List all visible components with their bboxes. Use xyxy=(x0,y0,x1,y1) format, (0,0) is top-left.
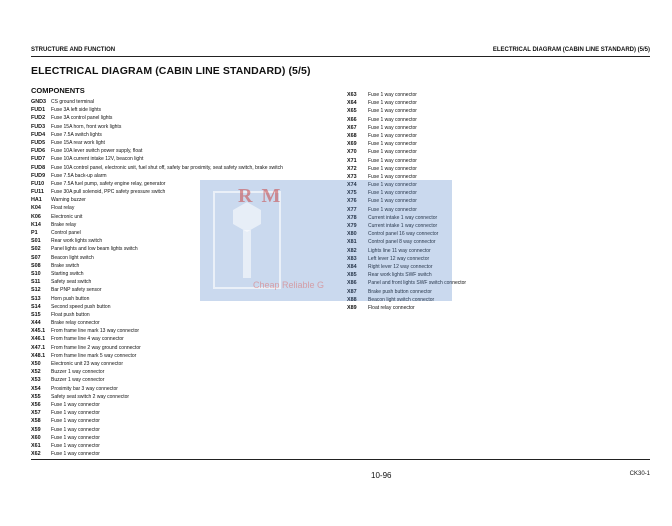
page-number: 10-96 xyxy=(371,471,392,480)
component-description: Warning buzzer xyxy=(51,197,86,204)
component-code: X78 xyxy=(347,214,357,221)
component-description: Float push button xyxy=(51,311,90,318)
component-code: FUD9 xyxy=(31,172,46,179)
component-row xyxy=(31,327,283,335)
component-description: Horn push button xyxy=(51,295,90,302)
component-description: Fuse 1 way connector xyxy=(368,108,417,115)
component-code: GND3 xyxy=(31,99,46,105)
component-code: HA1 xyxy=(31,197,42,204)
component-description: From frame line mark 13 way connector xyxy=(51,328,140,335)
component-row xyxy=(347,107,466,115)
component-description: From frame line 4 way connector xyxy=(51,336,124,343)
component-row xyxy=(31,442,283,450)
component-code: X48.1 xyxy=(31,352,46,359)
component-row xyxy=(31,98,283,106)
component-row xyxy=(31,344,283,352)
component-row xyxy=(31,426,283,434)
component-code: FU11 xyxy=(31,189,44,196)
component-code: X70 xyxy=(347,149,357,156)
component-code: X67 xyxy=(347,124,357,131)
component-code: X65 xyxy=(347,108,357,115)
component-description: Fuse 1 way connector xyxy=(368,141,417,148)
component-code: FU10 xyxy=(31,180,45,187)
component-code: X84 xyxy=(347,263,357,270)
component-row xyxy=(31,393,283,401)
component-row xyxy=(31,123,283,131)
component-description: Control panel xyxy=(51,230,81,236)
header-rule xyxy=(31,56,650,57)
component-row xyxy=(31,450,283,458)
component-description: Lights line 11 way connector xyxy=(368,247,431,254)
component-row xyxy=(31,114,283,122)
component-code: X77 xyxy=(347,206,357,213)
component-code: S10 xyxy=(31,270,41,277)
component-code: X60 xyxy=(31,434,41,441)
component-row xyxy=(347,124,466,132)
component-code: X81 xyxy=(347,239,357,246)
component-row xyxy=(347,140,466,148)
component-code: X50 xyxy=(31,361,41,367)
component-row xyxy=(31,360,283,368)
component-code: FUD4 xyxy=(31,131,46,138)
component-code: X72 xyxy=(347,165,357,172)
component-description: Fuse 1 way connector xyxy=(368,149,417,156)
component-row xyxy=(31,368,283,376)
component-description: Left lever 12 way connector xyxy=(368,255,430,262)
component-description: Safety seat switch xyxy=(51,279,92,286)
component-description: Control panel 16 way connector xyxy=(368,231,439,238)
component-code: X85 xyxy=(347,272,357,279)
component-description: Fuse 10A current intake 12V, beacon light xyxy=(51,156,144,163)
component-code: X59 xyxy=(31,426,41,433)
components-heading: COMPONENTS xyxy=(31,86,85,95)
component-description: Fuse 3A left side lights xyxy=(51,107,102,114)
component-row xyxy=(31,131,283,139)
component-row xyxy=(31,147,283,155)
component-description: Brake relay xyxy=(51,221,77,228)
component-code: S14 xyxy=(31,303,41,310)
component-description: Brake push button connector xyxy=(368,288,432,295)
component-description: Brake relay connector xyxy=(51,320,100,327)
component-row xyxy=(347,148,466,156)
component-code: X53 xyxy=(31,377,41,384)
component-code: X68 xyxy=(347,132,357,139)
component-description: From frame line mark 5 way connector xyxy=(51,352,137,359)
component-description: Safety seat switch 2 way connector xyxy=(51,393,130,400)
component-code: S08 xyxy=(31,262,41,269)
component-code: S15 xyxy=(31,311,41,318)
component-description: Fuse 1 way connector xyxy=(368,92,417,98)
section-header: STRUCTURE AND FUNCTION xyxy=(31,47,116,53)
component-description: Fuse 1 way connector xyxy=(51,442,100,449)
component-code: S12 xyxy=(31,287,41,294)
component-code: FUD1 xyxy=(31,107,46,114)
component-code: X83 xyxy=(347,255,357,262)
component-code: X52 xyxy=(31,369,41,376)
component-row xyxy=(347,157,466,165)
component-row xyxy=(31,106,283,114)
component-code: FUD5 xyxy=(31,139,46,146)
component-description: Second speed push button xyxy=(51,303,111,310)
document-code: CK30-1 xyxy=(629,471,650,477)
component-row xyxy=(31,172,283,180)
component-code: X76 xyxy=(347,198,357,205)
component-description: Fuse 1 way connector xyxy=(51,451,100,458)
component-row xyxy=(31,319,283,327)
component-description: Current intake 1 way connector xyxy=(368,214,438,221)
footer-rule xyxy=(31,459,650,460)
watermark-slogan: Cheap Reliable G xyxy=(253,280,325,290)
component-code: S13 xyxy=(31,295,41,302)
component-description: Fuse 1 way connector xyxy=(51,410,100,417)
chapter-header: ELECTRICAL DIAGRAM (CABIN LINE STANDARD) (5/5) xyxy=(492,47,650,53)
component-code: FUD3 xyxy=(31,123,46,130)
component-code: K06 xyxy=(31,213,41,220)
component-description: Brake switch xyxy=(51,262,80,269)
component-row xyxy=(31,417,283,425)
component-code: X57 xyxy=(31,410,41,417)
component-row xyxy=(31,376,283,384)
component-row xyxy=(31,139,283,147)
component-row xyxy=(347,91,466,99)
component-description: Bar PNP safety sensor xyxy=(51,287,102,294)
component-code: S07 xyxy=(31,254,41,261)
component-code: X87 xyxy=(347,288,357,295)
component-code: X73 xyxy=(347,173,357,180)
component-code: X56 xyxy=(31,401,41,408)
component-code: X64 xyxy=(347,100,357,107)
component-description: Fuse 1 way connector xyxy=(368,165,417,172)
component-row xyxy=(347,304,466,312)
component-description: Fuse 1 way connector xyxy=(368,132,417,139)
component-description: Control panel 8 way connector xyxy=(368,239,436,246)
component-code: S01 xyxy=(31,238,41,245)
component-description: Buzzer 1 way connector xyxy=(51,369,105,376)
component-code: X58 xyxy=(31,418,41,425)
component-code: X55 xyxy=(31,393,41,400)
component-code: X80 xyxy=(347,231,357,238)
component-code: FUD7 xyxy=(31,156,46,163)
component-code: X69 xyxy=(347,141,357,148)
component-description: Right lever 12 way connector xyxy=(368,263,433,270)
component-description: Fuse 10A control panel, electronic unit, fuel shut off, safety bar proximity, seat safety switch, brake switch xyxy=(51,164,283,171)
component-code: X86 xyxy=(347,280,357,287)
component-description: Electronic unit xyxy=(51,213,83,220)
component-description: Electronic unit 23 way connector xyxy=(51,361,123,367)
component-description: Beacon light switch connector xyxy=(368,296,435,303)
component-description: Fuse 3A control panel lights xyxy=(51,115,113,122)
component-description: Fuse 15A rear work light xyxy=(51,139,105,146)
component-row xyxy=(31,155,283,163)
component-code: S02 xyxy=(31,246,41,253)
component-row xyxy=(31,164,283,172)
component-description: Fuse 15A horn, front work lights xyxy=(51,123,122,130)
component-description: Fuse 1 way connector xyxy=(368,198,417,205)
component-row xyxy=(31,409,283,417)
component-row xyxy=(347,132,466,140)
component-code: P1 xyxy=(31,230,38,236)
component-description: Starting switch xyxy=(51,270,84,277)
component-code: X54 xyxy=(31,385,41,392)
component-description: Proximity bar 3 way connector xyxy=(51,385,118,392)
component-description: Fuse 10A lever switch power supply, float xyxy=(51,148,143,155)
component-description: Float relay xyxy=(51,205,75,212)
component-code: X74 xyxy=(347,182,357,189)
component-code: X44 xyxy=(31,320,41,327)
component-code: X62 xyxy=(31,451,41,458)
component-row xyxy=(31,434,283,442)
component-description: Fuse 1 way connector xyxy=(51,418,100,425)
component-description: Fuse 1 way connector xyxy=(51,434,100,441)
component-description: Fuse 1 way connector xyxy=(51,426,100,433)
component-description: Fuse 7.5A switch lights xyxy=(51,131,102,138)
component-code: X79 xyxy=(347,223,357,229)
component-description: Float relay connector xyxy=(368,304,415,311)
component-description: Fuse 1 way connector xyxy=(368,100,417,107)
component-description: Fuse 1 way connector xyxy=(368,157,417,164)
page-title: ELECTRICAL DIAGRAM (CABIN LINE STANDARD) (5/5) xyxy=(31,65,311,77)
component-code: X61 xyxy=(31,442,41,449)
component-description: Fuse 1 way connector xyxy=(368,206,417,213)
component-code: X63 xyxy=(347,92,357,98)
component-description: Fuse 1 way connector xyxy=(368,182,417,189)
component-code: X46.1 xyxy=(31,336,46,343)
component-row xyxy=(31,303,283,311)
component-description: Rear work lights SWF switch xyxy=(368,272,432,279)
component-description: Fuse 7.5A fuel pump, safety engine relay, generator xyxy=(51,180,166,187)
component-row xyxy=(347,165,466,173)
component-code: FUD6 xyxy=(31,148,46,155)
component-code: FUD2 xyxy=(31,115,46,122)
component-row xyxy=(31,311,283,319)
component-row xyxy=(31,335,283,343)
component-row xyxy=(31,352,283,360)
component-description: From frame line 2 way ground connector xyxy=(51,344,141,351)
component-description: Panel and front lights SWF switch connector xyxy=(368,280,467,287)
component-description: Fuse 1 way connector xyxy=(368,173,417,180)
component-code: X47.1 xyxy=(31,344,46,351)
component-description: Buzzer 1 way connector xyxy=(51,377,105,384)
component-row xyxy=(31,385,283,393)
component-code: X89 xyxy=(347,304,357,311)
component-code: X82 xyxy=(347,247,357,254)
component-description: Current intake 1 way connector xyxy=(368,223,438,229)
component-row xyxy=(347,99,466,107)
component-description: Beacon light switch xyxy=(51,254,94,261)
component-description: Panel lights and low beam lights switch xyxy=(51,246,138,253)
component-code: K14 xyxy=(31,221,41,228)
component-code: X75 xyxy=(347,190,357,197)
component-description: Fuse 1 way connector xyxy=(368,116,417,123)
component-code: X45.1 xyxy=(31,328,46,335)
component-code: K04 xyxy=(31,205,41,212)
component-row xyxy=(31,401,283,409)
component-description: Fuse 7.5A back-up alarm xyxy=(51,172,107,179)
component-code: X71 xyxy=(347,157,357,164)
component-description: Fuse 1 way connector xyxy=(368,190,417,197)
component-description: CS ground terminal xyxy=(51,99,95,105)
component-code: FUD8 xyxy=(31,164,46,171)
component-code: X66 xyxy=(347,116,357,123)
component-description: Fuse 1 way connector xyxy=(51,401,100,408)
component-description: Fuse 30A pull solenoid, PPC safety pressure switch xyxy=(51,189,166,196)
component-code: S11 xyxy=(31,279,41,286)
watermark-brand: R M xyxy=(238,185,283,207)
component-row xyxy=(347,116,466,124)
component-description: Fuse 1 way connector xyxy=(368,124,417,131)
component-description: Rear work lights switch xyxy=(51,238,103,245)
component-code: X88 xyxy=(347,296,357,303)
